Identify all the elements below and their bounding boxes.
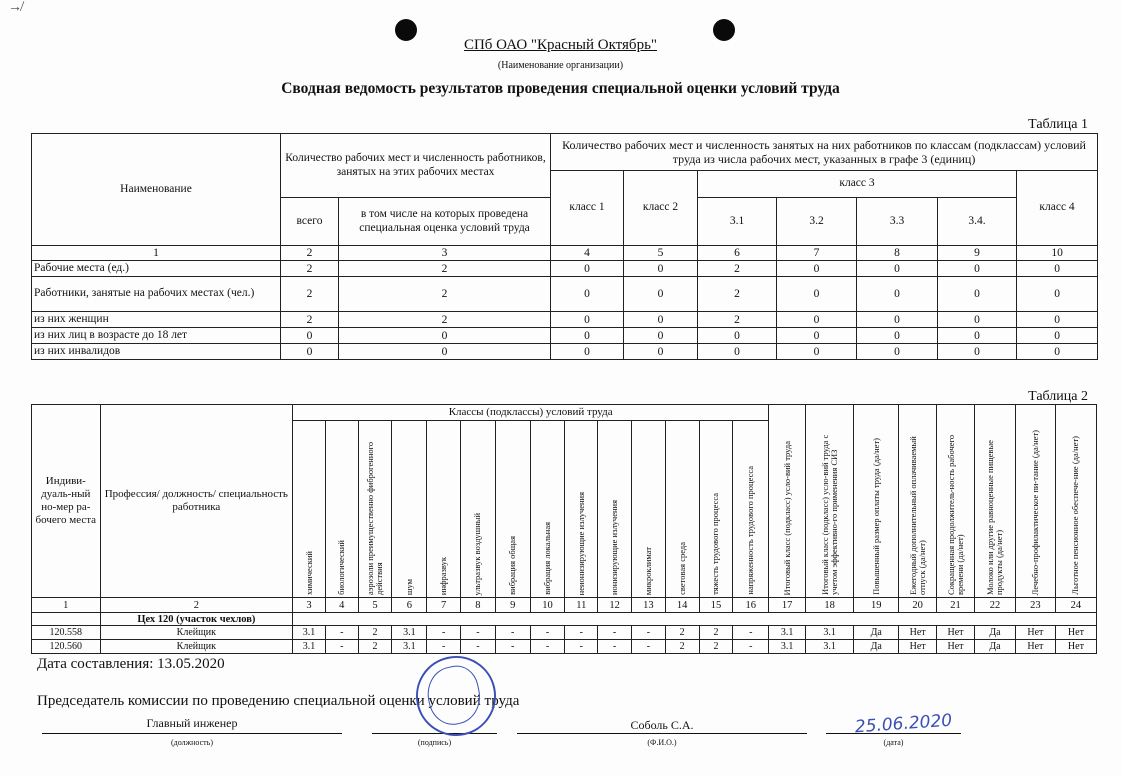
factor-header: шум <box>392 421 427 598</box>
summary-row <box>32 277 1098 312</box>
row-value: 0 <box>777 328 857 344</box>
class-value: 2 <box>358 626 392 640</box>
row-label: из них женщин <box>32 312 281 328</box>
row-value: 0 <box>777 261 857 277</box>
position-line <box>42 733 342 734</box>
class-value: 2 <box>699 640 733 654</box>
header-work-conditions: Классы (подклассы) условий труда <box>293 405 769 421</box>
column-number: 13 <box>631 598 665 613</box>
class-value: Нет <box>1055 626 1096 640</box>
workplace-row <box>32 626 1097 640</box>
document-title: Сводная ведомость результатов проведения специальной оценки условий труда <box>281 80 840 97</box>
table1-caption: Таблица 1 <box>1028 117 1088 132</box>
factor-header: вибрация локальная <box>530 421 565 598</box>
row-value: 0 <box>1017 312 1098 328</box>
class-value: Нет <box>1015 626 1055 640</box>
handwritten-date: 25.06.2020 <box>854 710 953 738</box>
header-class3-1: 3.1 <box>698 198 777 246</box>
factor-header: инфразвук <box>427 421 461 598</box>
class-value: Нет <box>937 626 975 640</box>
workplaces-table <box>31 404 1097 654</box>
column-number: 18 <box>806 598 854 613</box>
column-number: 10 <box>530 598 565 613</box>
row-value: 0 <box>624 312 698 328</box>
column-number: 1 <box>32 598 101 613</box>
class-value: - <box>733 626 769 640</box>
row-value: 0 <box>624 277 698 312</box>
class-value: 3.1 <box>769 626 806 640</box>
column-number: 14 <box>665 598 699 613</box>
header-class1: класс 1 <box>551 171 624 246</box>
header-profession: Профессия/ должность/ специальность работника <box>100 405 293 598</box>
signature-stamp <box>409 649 504 744</box>
class-value: - <box>461 626 496 640</box>
row-value: 0 <box>857 344 938 360</box>
benefit-header: Лечебно-профилактическое пи-тание (да/нет) <box>1015 405 1055 598</box>
column-number: 12 <box>598 598 632 613</box>
row-value: 2 <box>698 277 777 312</box>
table2-caption: Таблица 2 <box>1028 389 1088 404</box>
benefit-header: Итоговый класс (подкласс) усло-вий труда <box>769 405 806 598</box>
summary-row <box>32 261 1098 277</box>
header-classes: Количество рабочих мест и численность занятых на них работников по классам (подклассам) условий труда из числа рабочих мест, указанных в графе 3 (единиц) <box>551 134 1098 171</box>
benefit-header: Ежегодный дополнительный оплачиваемый отпуск (да/нет) <box>899 405 937 598</box>
row-value: 0 <box>281 344 339 360</box>
class-value: 3.1 <box>392 640 427 654</box>
header-total: всего <box>281 198 339 246</box>
row-value: 0 <box>938 328 1017 344</box>
organization-caption: (Наименование организации) <box>497 60 624 71</box>
column-number: 2 <box>100 598 293 613</box>
profession: Клейщик <box>100 626 293 640</box>
factor-header: световая среда <box>665 421 699 598</box>
column-number: 21 <box>937 598 975 613</box>
row-value: 2 <box>281 277 339 312</box>
class-value: - <box>325 626 358 640</box>
column-number: 19 <box>854 598 899 613</box>
row-value: 0 <box>698 328 777 344</box>
column-number: 17 <box>769 598 806 613</box>
class-value: - <box>495 640 530 654</box>
header-class3: класс 3 <box>698 171 1017 198</box>
header-name: Наименование <box>32 134 281 246</box>
column-number: 2 <box>281 246 339 261</box>
column-number: 22 <box>974 598 1015 613</box>
header-class3-2: 3.2 <box>777 198 857 246</box>
row-value: 0 <box>551 261 624 277</box>
row-value: 0 <box>938 344 1017 360</box>
column-number: 15 <box>699 598 733 613</box>
row-value: 2 <box>339 277 551 312</box>
column-numbers-row <box>32 598 1097 613</box>
organization-name: СПб ОАО "Красный Октябрь" <box>463 37 658 53</box>
column-number: 5 <box>624 246 698 261</box>
row-value: 2 <box>339 261 551 277</box>
row-label: из них инвалидов <box>32 344 281 360</box>
summary-row <box>32 344 1098 360</box>
class-value: - <box>530 626 565 640</box>
column-number: 20 <box>899 598 937 613</box>
column-number: 6 <box>392 598 427 613</box>
fio-caption: (Ф.И.О.) <box>647 738 677 747</box>
class-value: 2 <box>699 626 733 640</box>
header-class2: класс 2 <box>624 171 698 246</box>
class-value: - <box>530 640 565 654</box>
row-value: 0 <box>938 277 1017 312</box>
factor-header: вибрация общая <box>495 421 530 598</box>
column-number: 1 <box>32 246 281 261</box>
class-value: Да <box>974 626 1015 640</box>
factor-header: напряженность трудового процесса <box>733 421 769 598</box>
row-value: 0 <box>777 312 857 328</box>
summary-table <box>31 133 1098 360</box>
position-caption: (должность) <box>171 738 213 747</box>
fio-line <box>517 733 807 734</box>
row-value: 0 <box>624 344 698 360</box>
summary-row <box>32 328 1098 344</box>
row-value: 2 <box>281 312 339 328</box>
class-value: 3.1 <box>806 640 854 654</box>
class-value: 3.1 <box>392 626 427 640</box>
header-class3-3: 3.3 <box>857 198 938 246</box>
class-value: 3.1 <box>293 626 326 640</box>
class-value: Нет <box>899 640 937 654</box>
class-value: - <box>733 640 769 654</box>
row-value: 0 <box>857 261 938 277</box>
class-value: Да <box>974 640 1015 654</box>
row-value: 2 <box>281 261 339 277</box>
header-class3-4: 3.4. <box>938 198 1017 246</box>
header-class4: класс 4 <box>1017 171 1098 246</box>
row-label: из них лиц в возрасте до 18 лет <box>32 328 281 344</box>
row-value: 0 <box>624 328 698 344</box>
summary-row <box>32 312 1098 328</box>
column-number: 4 <box>551 246 624 261</box>
row-value: 0 <box>1017 277 1098 312</box>
row-value: 0 <box>339 344 551 360</box>
chair-position: Главный инженер <box>146 716 238 730</box>
class-value: Нет <box>1015 640 1055 654</box>
column-number: 9 <box>495 598 530 613</box>
factor-header: химический <box>293 421 326 598</box>
row-value: 0 <box>551 277 624 312</box>
column-number: 16 <box>733 598 769 613</box>
class-value: Нет <box>1055 640 1096 654</box>
row-value: 0 <box>938 312 1017 328</box>
signature-caption: (подпись) <box>417 738 452 747</box>
workplace-row <box>32 640 1097 654</box>
factor-header: микроклимат <box>631 421 665 598</box>
class-value: - <box>495 626 530 640</box>
class-value: - <box>631 640 665 654</box>
class-value: - <box>565 640 598 654</box>
row-value: 0 <box>1017 328 1098 344</box>
column-number: 8 <box>857 246 938 261</box>
column-number: 9 <box>938 246 1017 261</box>
date-caption: (дата) <box>883 738 904 747</box>
signature-line <box>372 733 497 734</box>
column-number: 24 <box>1055 598 1096 613</box>
column-number: 5 <box>358 598 392 613</box>
header-quantity: Количество рабочих мест и численность работников, занятых на этих рабочих местах <box>281 134 551 198</box>
class-value: - <box>325 640 358 654</box>
row-value: 0 <box>551 328 624 344</box>
compilation-date: Дата составления: 13.05.2020 <box>37 656 225 672</box>
row-value: 0 <box>857 277 938 312</box>
chair-fio: Соболь С.А. <box>630 718 694 732</box>
commission-chair-label: Председатель комиссии по проведению специальной оценки условий труда <box>37 693 520 709</box>
scan-mark-icon: ↛ <box>8 0 22 15</box>
column-number: 23 <box>1015 598 1055 613</box>
row-value: 0 <box>551 312 624 328</box>
column-number: 7 <box>427 598 461 613</box>
class-value: Да <box>854 640 899 654</box>
row-value: 0 <box>777 277 857 312</box>
class-value: - <box>598 626 632 640</box>
row-value: 0 <box>624 261 698 277</box>
class-value: - <box>427 626 461 640</box>
class-value: 2 <box>665 640 699 654</box>
factor-header: неионизирующие излучения <box>565 421 598 598</box>
factor-header: аэрозоли преимущественно фиброгенного действия <box>358 421 392 598</box>
row-value: 0 <box>698 344 777 360</box>
class-value: Нет <box>937 640 975 654</box>
column-numbers-row <box>32 246 1098 261</box>
column-number: 6 <box>698 246 777 261</box>
workplace-id: 120.558 <box>32 626 101 640</box>
workshop-group-label: Цех 120 (участок чехлов) <box>100 613 293 626</box>
row-value: 0 <box>777 344 857 360</box>
class-value: Да <box>854 626 899 640</box>
class-value: - <box>427 640 461 654</box>
factor-header: биологический <box>325 421 358 598</box>
benefit-header: Повышенный размер оплаты труда (да/нет) <box>854 405 899 598</box>
column-number: 3 <box>339 246 551 261</box>
header-assessed: в том числе на которых проведена специальная оценка условий труда <box>339 198 551 246</box>
row-value: 0 <box>339 328 551 344</box>
column-number: 10 <box>1017 246 1098 261</box>
class-value: - <box>461 640 496 654</box>
benefit-header: Итоговый класс (подкласс) усло-вий труда с учетом эффективно-го применения СИЗ <box>806 405 854 598</box>
class-value: - <box>598 640 632 654</box>
profession: Клейщик <box>100 640 293 654</box>
benefit-header: Льготное пенсионное обеспече-ние (да/нет) <box>1055 405 1096 598</box>
column-number: 3 <box>293 598 326 613</box>
row-value: 0 <box>938 261 1017 277</box>
row-value: 0 <box>1017 344 1098 360</box>
row-label: Рабочие места (ед.) <box>32 261 281 277</box>
benefit-header: Сокращенная продолжитель-ность рабочего времени (да/нет) <box>937 405 975 598</box>
row-value: 2 <box>698 261 777 277</box>
header-workplace-id: Индиви-дуаль-ный но-мер ра-бочего места <box>32 405 101 598</box>
factor-header: ультразвук воздушный <box>461 421 496 598</box>
row-value: 0 <box>857 328 938 344</box>
column-number: 7 <box>777 246 857 261</box>
class-value: 3.1 <box>806 626 854 640</box>
class-value: - <box>565 626 598 640</box>
row-value: 0 <box>857 312 938 328</box>
class-value: 2 <box>358 640 392 654</box>
benefit-header: Молоко или другие равноценные пищевые продукты (да/нет) <box>974 405 1015 598</box>
column-number: 4 <box>325 598 358 613</box>
column-number: 11 <box>565 598 598 613</box>
factor-header: ионизирующие излучения <box>598 421 632 598</box>
row-value: 0 <box>551 344 624 360</box>
row-value: 0 <box>281 328 339 344</box>
class-value: 3.1 <box>293 640 326 654</box>
class-value: 2 <box>665 626 699 640</box>
workplace-id: 120.560 <box>32 640 101 654</box>
class-value: 3.1 <box>769 640 806 654</box>
date-line <box>826 733 961 734</box>
row-label: Работники, занятые на рабочих местах (чел.) <box>32 277 281 312</box>
factor-header: тяжесть трудового процесса <box>699 421 733 598</box>
column-number: 8 <box>461 598 496 613</box>
row-value: 2 <box>698 312 777 328</box>
row-value: 0 <box>1017 261 1098 277</box>
row-value: 2 <box>339 312 551 328</box>
class-value: - <box>631 626 665 640</box>
class-value: Нет <box>899 626 937 640</box>
